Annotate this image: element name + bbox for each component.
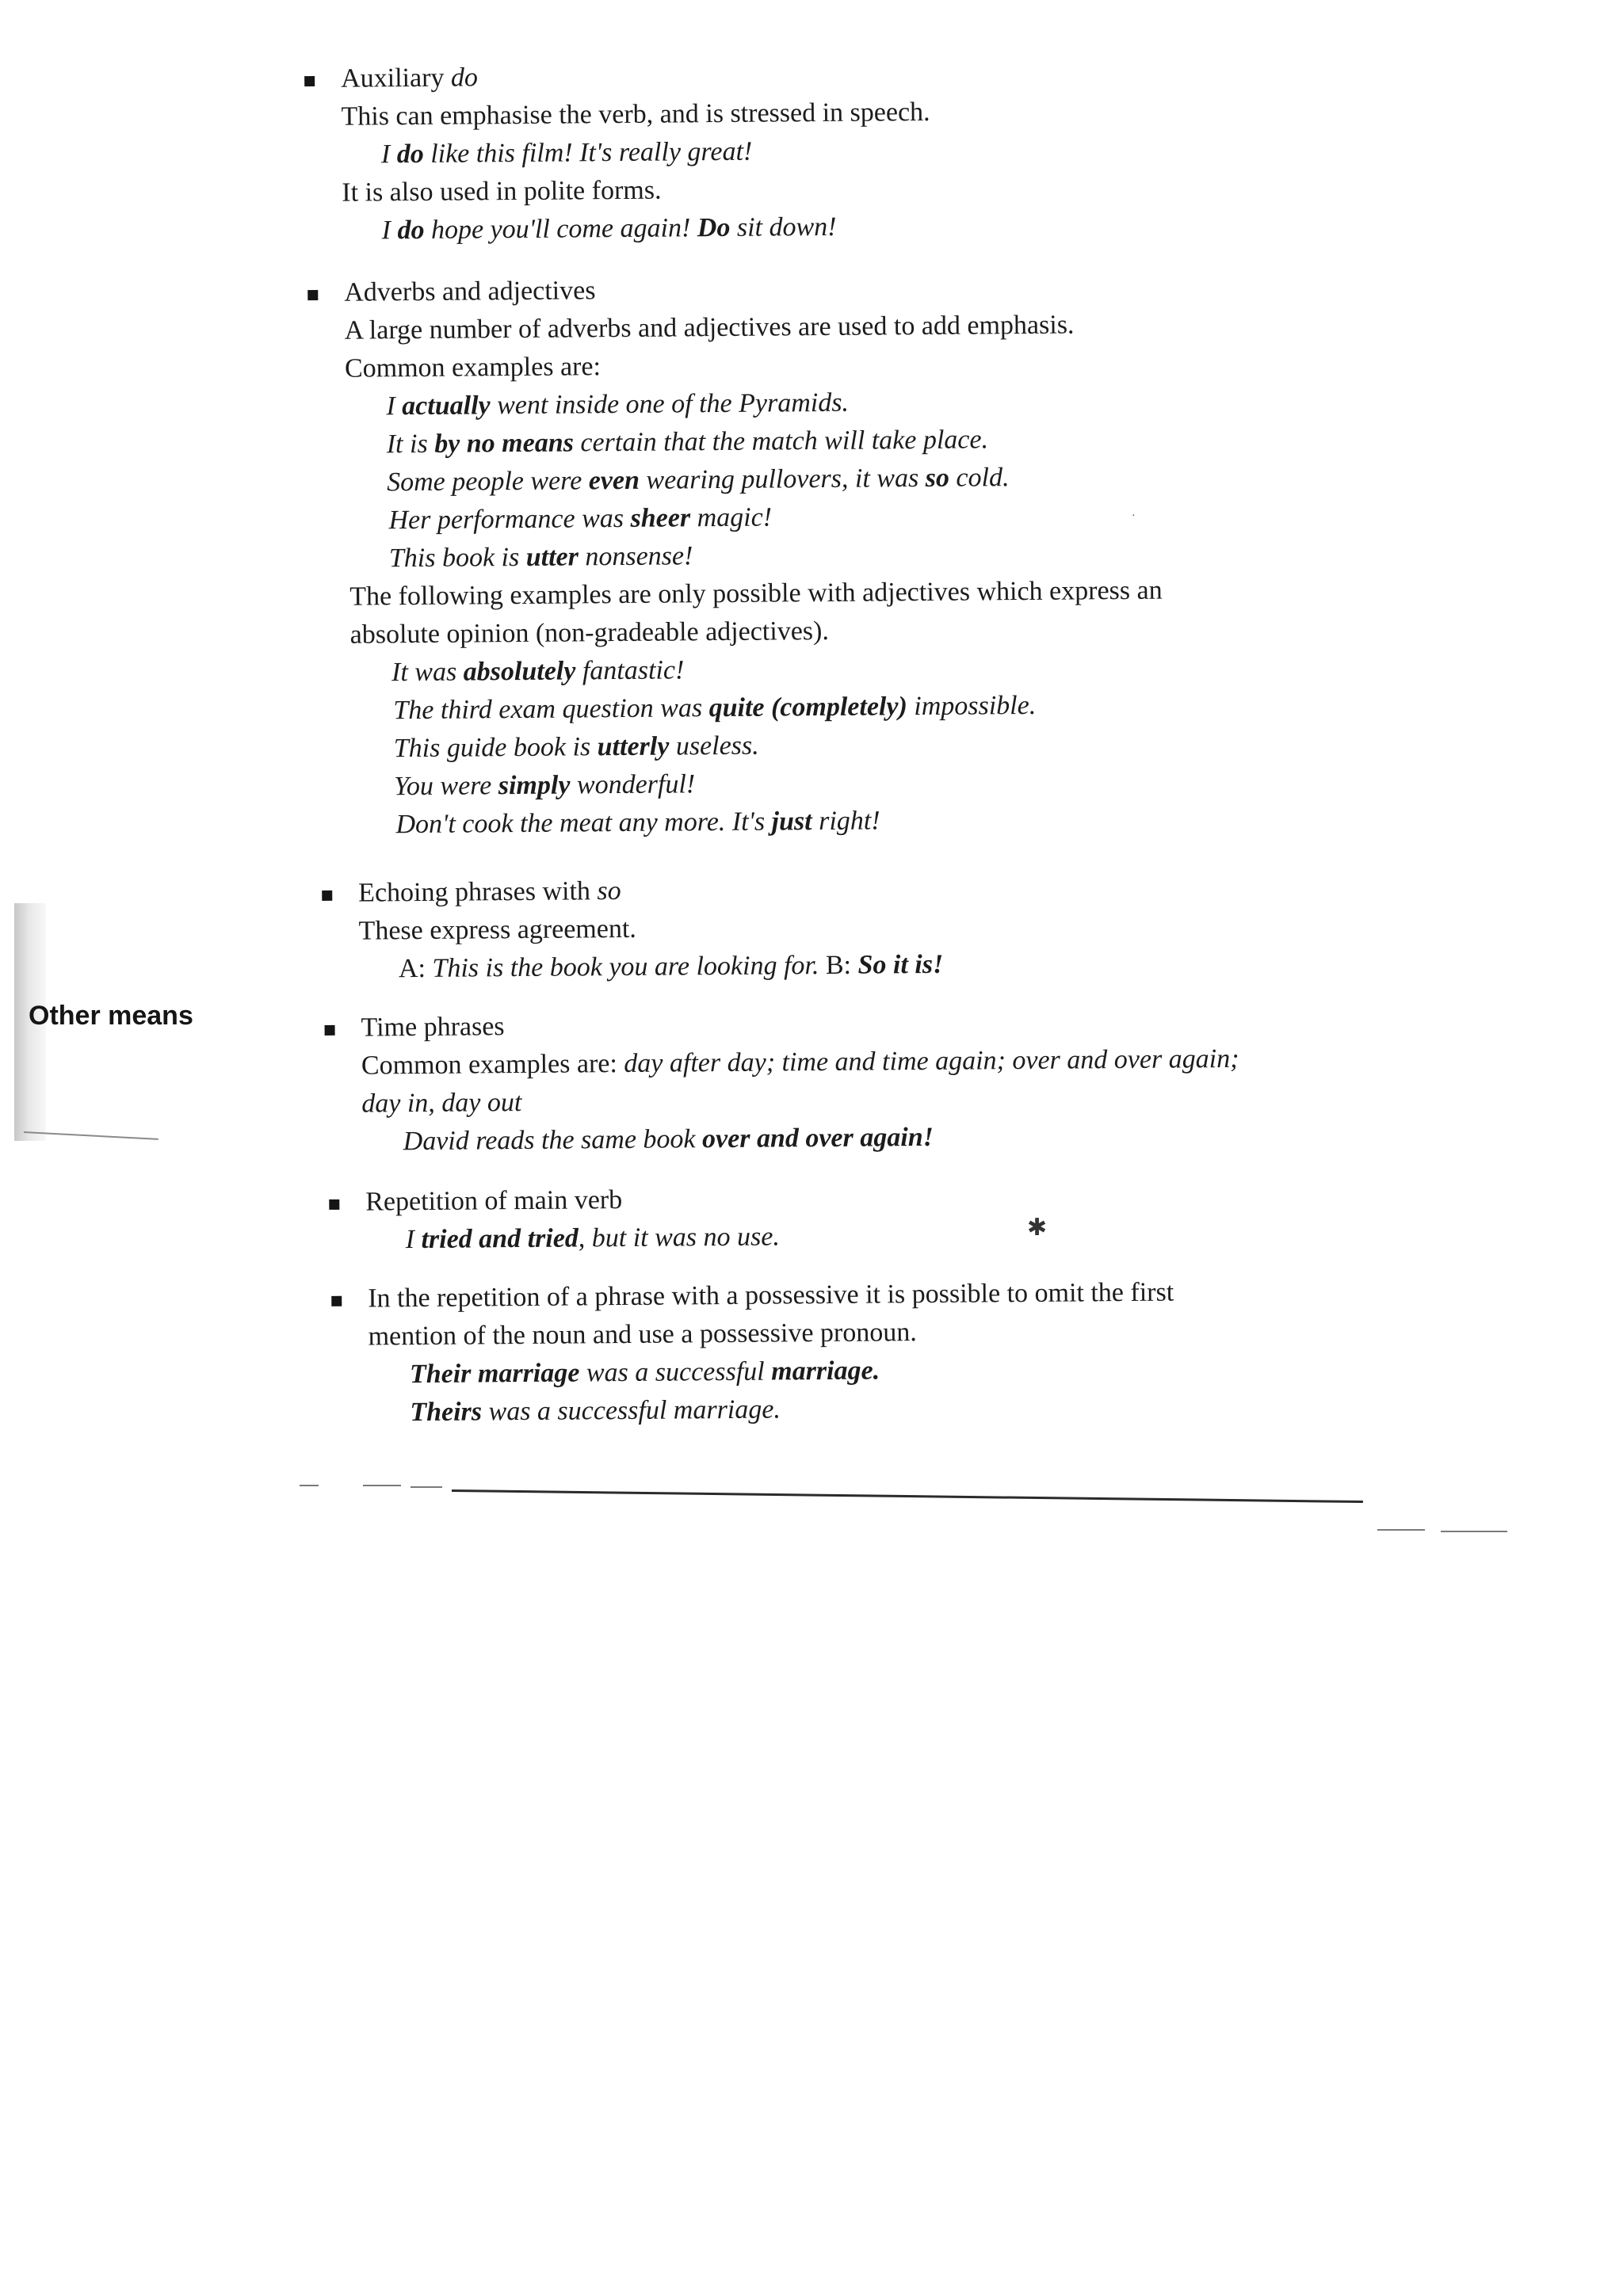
example-adverbs-8: This guide book is utterly useless. <box>393 730 759 764</box>
text-auxiliary-1: This can emphasise the verb, and is stressed in speech. <box>341 97 930 132</box>
example-adverbs-2: It is by no means certain that the match will take place. <box>386 425 989 460</box>
text-time-2: day in, day out <box>361 1088 522 1119</box>
example-time-1: David reads the same book over and over again! <box>403 1122 934 1157</box>
scan-dash <box>1441 1531 1507 1532</box>
scan-dash <box>411 1486 442 1488</box>
text-auxiliary-2: It is also used in polite forms. <box>342 175 662 208</box>
heading-auxiliary: Auxiliary do <box>341 63 479 93</box>
bullet-icon <box>331 1296 342 1306</box>
bullet-icon <box>329 1199 339 1210</box>
heading-time: Time phrases <box>361 1012 505 1043</box>
example-adverbs-3: Some people were even wearing pullovers, it was so cold. <box>387 463 1010 498</box>
scan-dash <box>1377 1529 1425 1531</box>
heading-echoing: Echoing phrases with so <box>358 876 621 908</box>
bullet-icon <box>322 891 332 901</box>
example-adverbs-10: Don't cook the meat any more. It's just right! <box>395 806 880 840</box>
margin-label-other-means: Other means <box>29 1001 193 1031</box>
heading-repetition: Repetition of main verb <box>365 1185 623 1217</box>
bullet-icon <box>307 290 318 300</box>
example-auxiliary-1: I do like this film! It's really great! <box>380 136 753 170</box>
example-adverbs-9: You were simply wonderful! <box>394 769 696 802</box>
example-possessive-2: Theirs was a successful marriage. <box>410 1394 781 1428</box>
text-possessive-1: In the repetition of a phrase with a possessive it is possible to omit the first <box>368 1277 1174 1314</box>
example-adverbs-4: Her performance was sheer magic! <box>388 502 773 536</box>
scan-dash <box>363 1485 401 1486</box>
bullet-icon <box>325 1025 335 1035</box>
text-adverbs-4: absolute opinion (non-gradeable adjectives). <box>349 616 830 650</box>
example-repetition-1: I tried and tried, but it was no use. <box>405 1222 781 1255</box>
scan-dash <box>300 1485 319 1486</box>
example-auxiliary-2: I do hope you'll come again! Do sit down! <box>381 212 837 246</box>
text-adverbs-1: A large number of adverbs and adjectives are used to add emphasis. <box>344 310 1075 345</box>
bottom-rule <box>452 1489 1363 1503</box>
text-possessive-2: mention of the noun and use a possessive pronoun. <box>368 1318 917 1352</box>
text-adverbs-3: The following examples are only possible with adjectives which express an <box>349 575 1163 612</box>
example-adverbs-7: The third exam question was quite (completely) impossible. <box>393 690 1037 726</box>
heading-adverbs: Adverbs and adjectives <box>344 276 596 307</box>
example-adverbs-1: I actually went inside one of the Pyramids. <box>386 387 850 421</box>
example-echoing-1: A: This is the book you are looking for. B: So it is! <box>398 949 944 984</box>
example-adverbs-5: This book is utter nonsense! <box>388 541 693 574</box>
scan-speck: ✱ <box>1027 1215 1048 1241</box>
text-adverbs-2: Common examples are: <box>344 352 601 383</box>
text-time-1: Common examples are: day after day; time and time again; over and over again; <box>361 1043 1239 1081</box>
bullet-icon <box>304 76 315 86</box>
example-adverbs-6: It was absolutely fantastic! <box>391 655 685 688</box>
scan-speck: · <box>1132 510 1136 522</box>
text-echoing-1: These express agreement. <box>358 913 636 946</box>
example-possessive-1: Their marriage was a successful marriage. <box>409 1356 880 1390</box>
